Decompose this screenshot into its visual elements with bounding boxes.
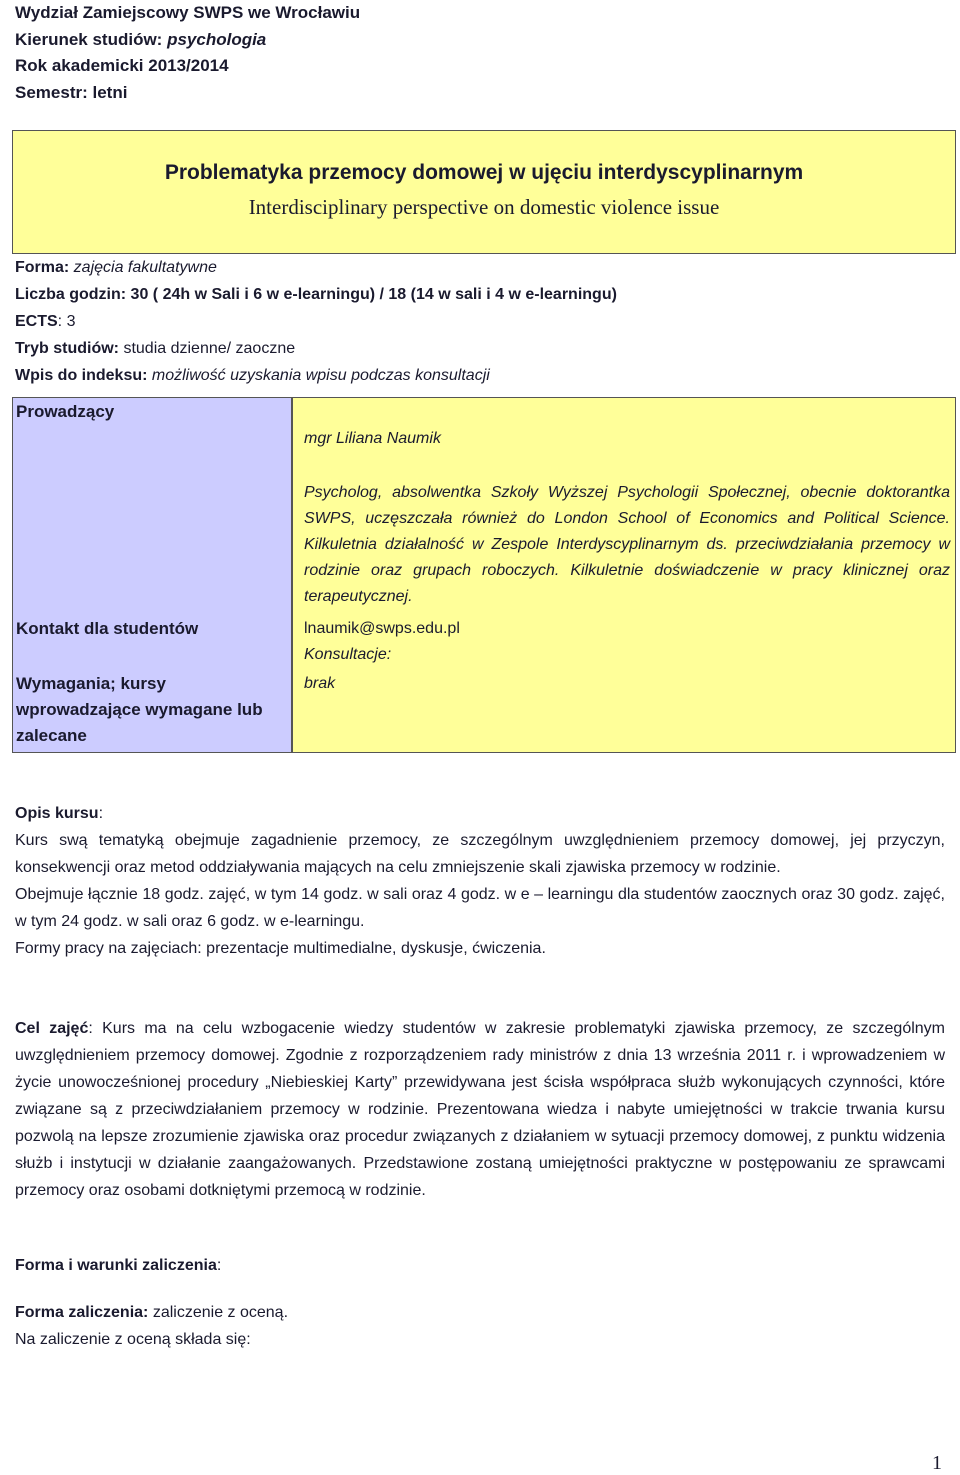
academic-year-line: Rok akademicki 2013/2014 xyxy=(15,56,229,75)
lecturer-name: mgr Liliana Naumik xyxy=(304,430,441,447)
semester-line: Semestr: letni xyxy=(15,82,128,102)
info-table-labels xyxy=(12,397,292,753)
course-title-pl: Problematyka przemocy domowej w ujęciu interdyscyplinarnym xyxy=(164,161,804,184)
ects-line: ECTS: 3 xyxy=(15,313,76,330)
mode-line: Tryb studiów: studia dzienne/ zaoczne xyxy=(15,340,296,357)
assessment-form: Forma zaliczenia: zaliczenie z oceną. xyxy=(15,1304,289,1321)
document-header xyxy=(15,0,360,106)
forma-line: Forma: zajęcia fakultatywne xyxy=(15,259,217,276)
course-meta xyxy=(15,254,617,389)
index-entry-line: Wpis do indeksu: możliwość uzyskania wpisu podczas konsultacji xyxy=(15,367,490,384)
lecturer-bio: Psycholog, absolwentka Szkoły Wyższej Psychologii Społecznej, obecnie doktorantka SWPS, uczęszczała również do London School of Economics and Political Science. Kilkuletnia działalność w Zespole Interdyscyplinarnym ds. przeciwdziałania przemocy w rodzinie oraz grupach roboczych. Kilkuletnie doświadczenie w pracy klinicznej oraz terapeutycznej. xyxy=(304,484,950,605)
page-number: 1 xyxy=(932,1452,942,1474)
assessment-heading: Forma i warunki zaliczenia: xyxy=(15,1257,222,1274)
consultations-label: Konsultacje: xyxy=(304,646,392,663)
course-description-heading: Opis kursu: xyxy=(15,805,104,822)
hours-line: Liczba godzin: 30 ( 24h w Sali i 6 w e-learningu) / 18 (14 w sali i 4 w e-learningu) xyxy=(15,286,617,303)
lecturer-email[interactable]: lnaumik@swps.edu.pl xyxy=(304,620,460,637)
label-requirements: Wymagania; kursy wprowadzające wymagane lub zalecane xyxy=(16,674,263,745)
requirements-value: brak xyxy=(304,675,336,692)
label-contact: Kontakt dla studentów xyxy=(16,619,199,638)
course-description-p2: Obejmuje łącznie 18 godz. zajęć, w tym 14 godz. w sali oraz 4 godz. w e – learningu dla studentów zaocznych oraz 30 godz. zajęć, w tym 24 godz. w sali oraz 6 godz. w e-learningu. xyxy=(15,886,945,930)
label-lecturer: Prowadzący xyxy=(16,402,115,421)
course-description-p1: Kurs swą tematyką obejmuje zagadnienie przemocy, ze szczególnym uwzględnieniem przemocy domowej, jej przyczyn, konsekwencji oraz metod oddziaływania mających na celu zmniejszenie skali zjawiska przemocy w rodzinie. xyxy=(15,832,945,876)
course-title-box xyxy=(12,130,956,254)
course-goal: Cel zajęć: Kurs ma na celu wzbogacenie wiedzy studentów w zakresie problematyki zjawiska przemocy, ze szczególnym uwzględnieniem przemocy domowej. Zgodnie z rozporządzeniem rady ministrów z dnia 13 września 2011 r. i wprowadzeniem w życie unowocześnionej procedury „Niebieskiej Karty” przewidywana jest ścisła współpraca służb wykonujących czynności, które związane są z przeciwdziałaniem przemocy w rodzinie. Prezentowana wiedza i nabyte umiejętności w trakcie trwania kursu pozwolą na lepsze zrozumienie zjawiska oraz procedur związanych z działaniem w sytuacji przemocy domowej, z punktu widzenia służb i instytucji w działanie zaangażowanych. Przedstawione zostaną umiejętności praktyczne w postępowaniu ze sprawcami przemocy oraz osobami dotkniętymi przemocą w rodzinie. xyxy=(15,1020,945,1199)
course-description-p3: Formy pracy na zajęciach: prezentacje multimedialne, dyskusje, ćwiczenia. xyxy=(15,940,546,957)
assessment-components: Na zaliczenie z oceną składa się: xyxy=(15,1331,251,1348)
course-title-en: Interdisciplinary perspective on domestic violence issue xyxy=(248,195,720,219)
field-of-study-line: Kierunek studiów: psychologia xyxy=(15,29,267,49)
faculty-line: Wydział Zamiejscowy SWPS we Wrocławiu xyxy=(15,3,361,22)
info-table-values xyxy=(292,397,956,753)
